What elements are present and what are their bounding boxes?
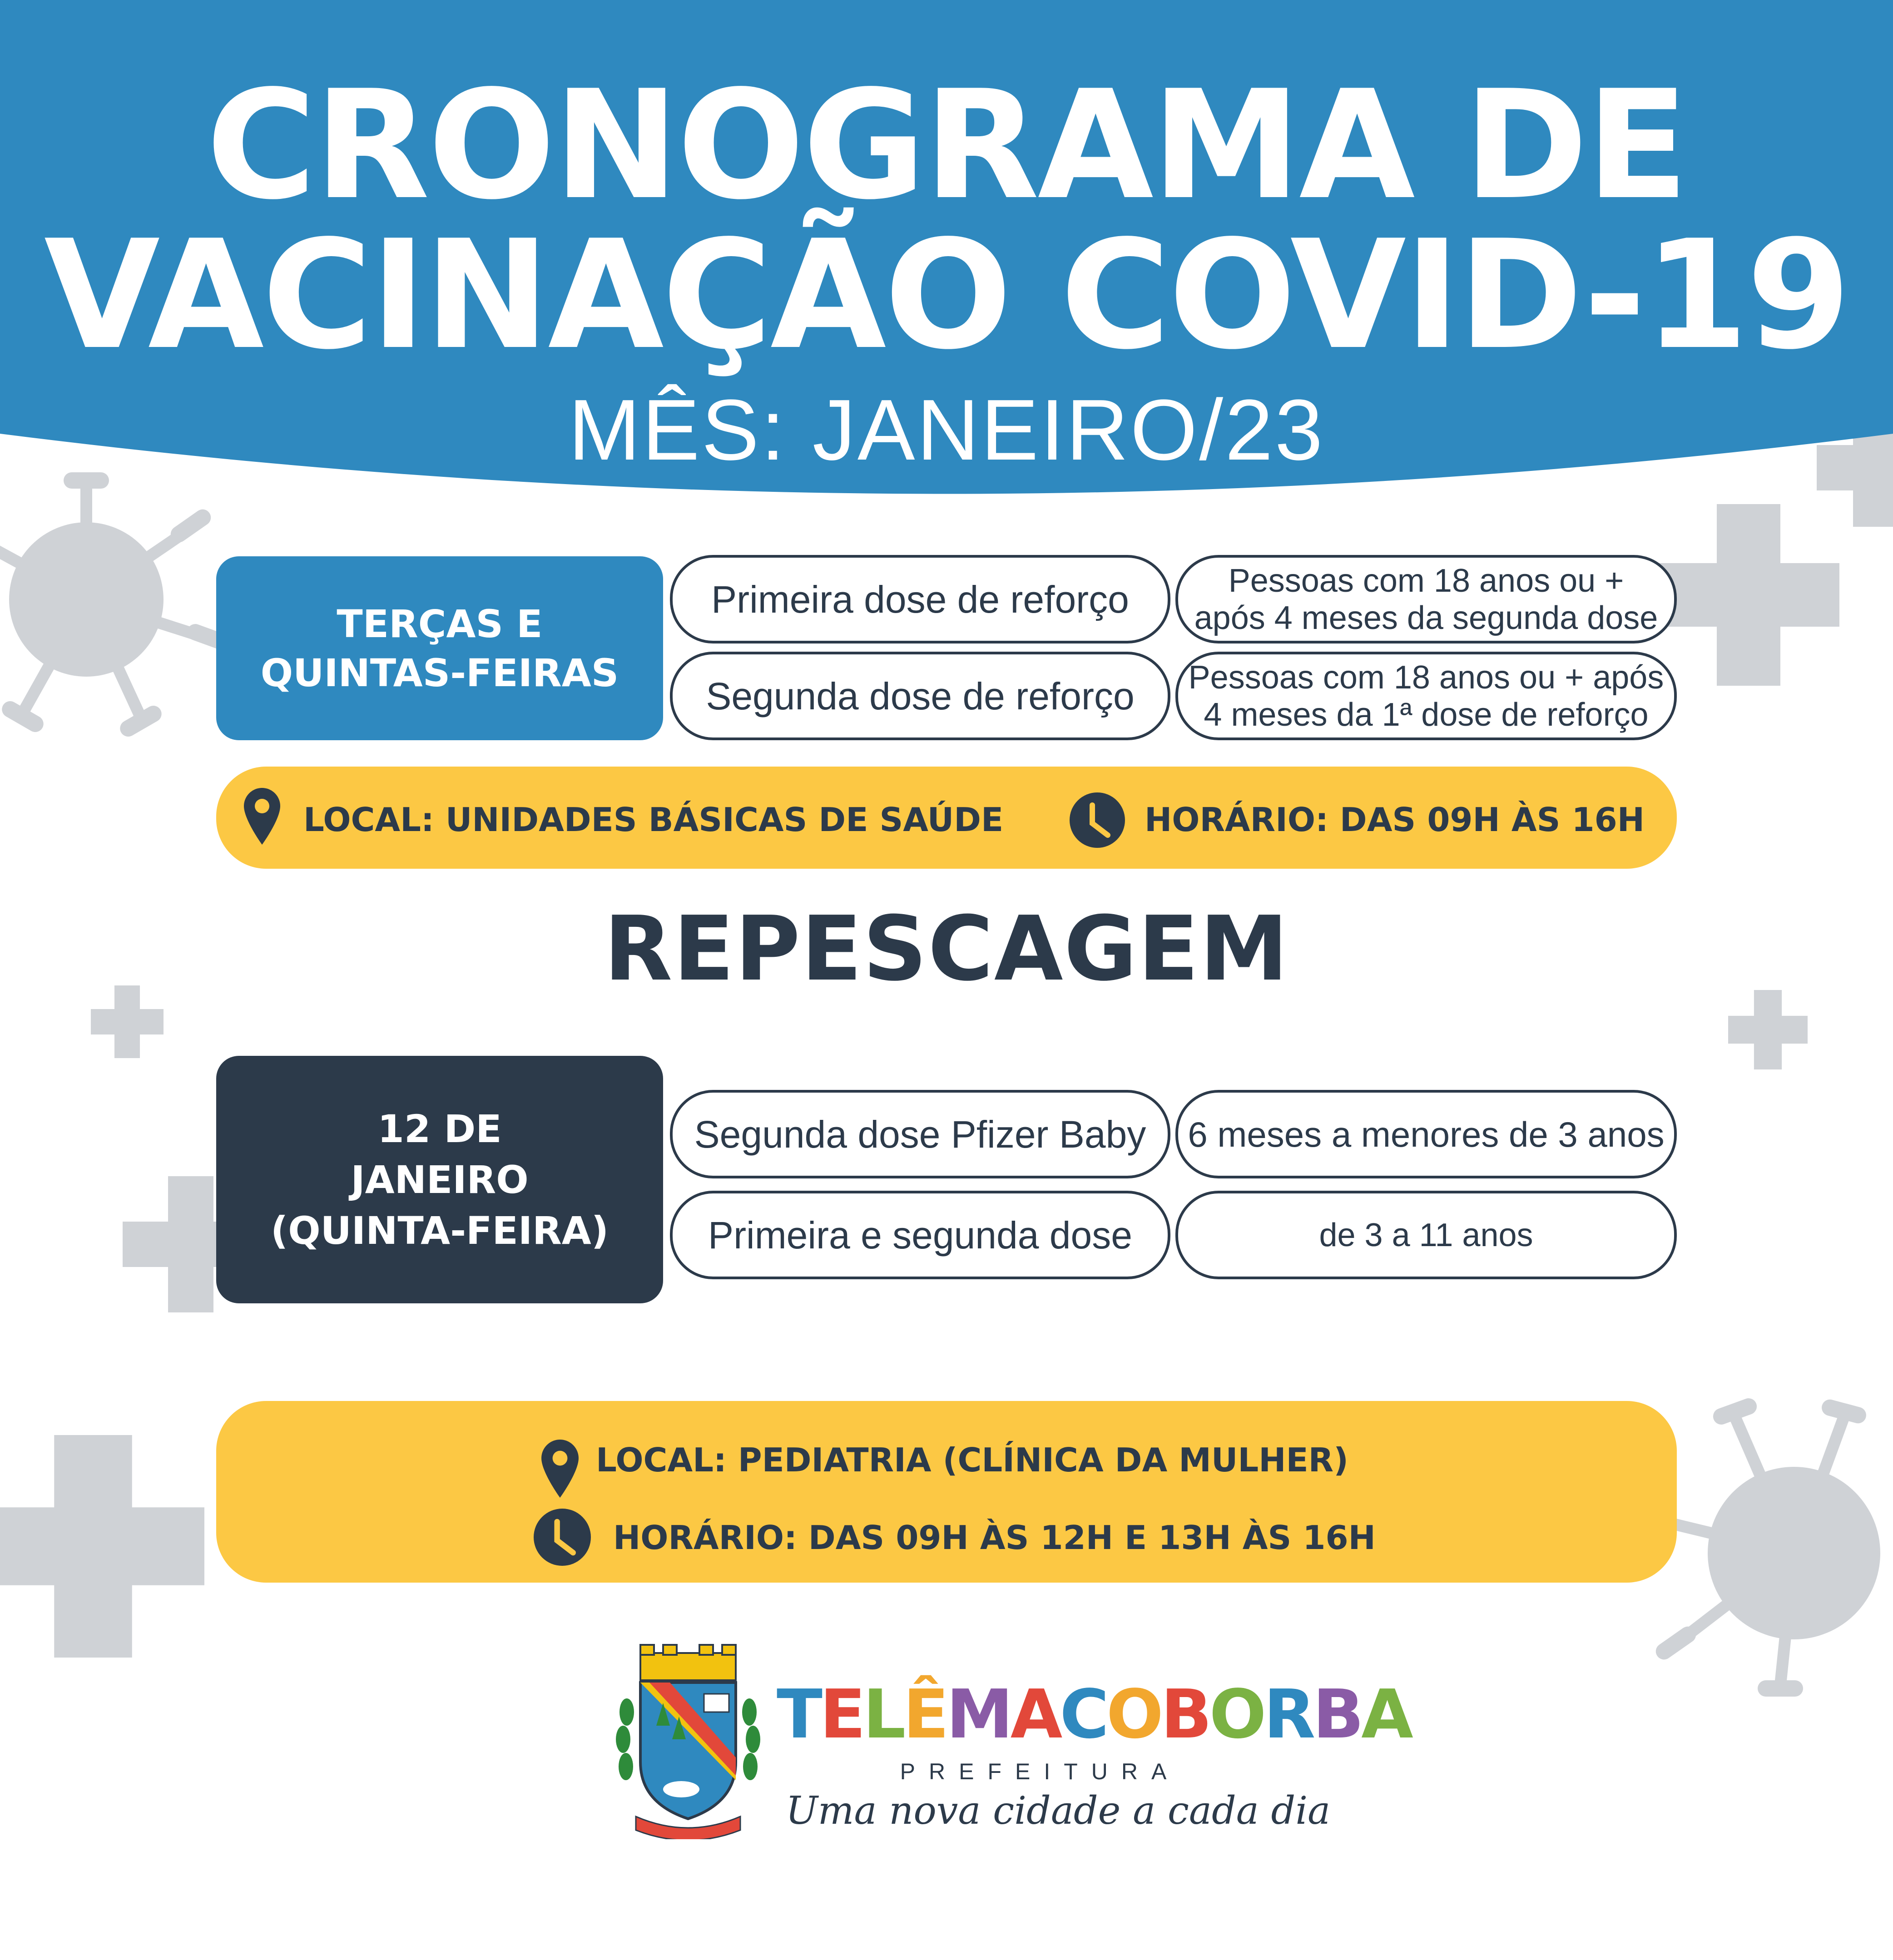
location-text: LOCAL: UNIDADES BÁSICAS DE SAÚDE	[303, 801, 1004, 839]
schedule-day-line2: QUINTAS-FEIRAS	[260, 650, 619, 695]
schedule-day-line1: TERÇAS E	[337, 601, 543, 646]
brand-letter: L	[863, 1675, 903, 1753]
brand-letter: A	[1010, 1675, 1060, 1753]
clock-icon	[534, 1509, 591, 1566]
page-title-line2: VACINAÇÃO COVID-19	[44, 208, 1849, 382]
schedule-hours-text: HORÁRIO: DAS 09H ÀS 12H E 13H ÀS 16H	[613, 1519, 1376, 1557]
audience-line2: 4 meses da 1ª dose de reforço	[1204, 696, 1649, 733]
brand-letter: B	[1313, 1675, 1362, 1753]
location-text: LOCAL: PEDIATRIA (CLÍNICA DA MULHER)	[596, 1441, 1349, 1479]
page-subtitle: MÊS: JANEIRO/23	[568, 382, 1325, 478]
location-pin-icon	[244, 788, 280, 845]
dose-pill-3	[670, 1090, 1170, 1178]
virus-decoration-bottom-right	[1644, 1390, 1893, 1698]
audience-line1: Pessoas com 18 anos ou + após	[1188, 659, 1664, 696]
dose-label: Segunda dose Pfizer Baby	[694, 1113, 1146, 1156]
audience-line1: Pessoas com 18 anos ou +	[1228, 562, 1624, 599]
plus-decoration-bottom-left	[0, 1435, 204, 1658]
audience-pill-4	[1175, 1191, 1677, 1279]
dose-label: Segunda dose de reforço	[706, 674, 1135, 718]
brand-letter: O	[1106, 1675, 1161, 1753]
plus-decoration-small-right	[1728, 990, 1808, 1069]
page-title-line1: CRONOGRAMA DE	[206, 58, 1687, 233]
dose-pill-4	[670, 1191, 1170, 1279]
brand-letter: O	[1209, 1675, 1264, 1753]
brand-letter: E	[819, 1675, 863, 1753]
dose-pill-1	[670, 555, 1170, 643]
dose-label: Primeira e segunda dose	[708, 1213, 1132, 1257]
brand-letter: Ê	[903, 1675, 946, 1753]
dose-pill-2	[670, 652, 1170, 740]
brand-letter: M	[946, 1675, 1011, 1753]
brand-wordmark	[777, 1675, 1411, 1753]
brand-subtitle: PREFEITURA	[900, 1759, 1180, 1784]
brand-letter: T	[777, 1675, 820, 1753]
clock-icon	[1070, 792, 1125, 848]
brand-letter: R	[1264, 1675, 1313, 1753]
schedule-day-line1: 12 DE	[377, 1106, 502, 1151]
schedule-day-line2: JANEIRO	[351, 1157, 529, 1202]
audience-pill-1	[1175, 555, 1677, 643]
dose-label: Primeira dose de reforço	[711, 578, 1129, 621]
brand-slogan: Uma nova cidade a cada dia	[786, 1788, 1331, 1833]
schedule-day-box-weekdays	[216, 556, 663, 740]
audience-label: de 3 a 11 anos	[1319, 1217, 1533, 1253]
brand-letter: B	[1160, 1675, 1209, 1753]
audience-line2: após 4 meses da segunda dose	[1194, 599, 1658, 636]
brand-letter: C	[1060, 1675, 1106, 1753]
plus-decoration-top-right	[1658, 504, 1839, 686]
municipal-crest-icon	[613, 1644, 763, 1839]
brand-letter: A	[1361, 1675, 1411, 1753]
footer-logo	[613, 1644, 1411, 1844]
audience-pill-2	[1175, 652, 1677, 740]
location-pin-icon	[541, 1440, 579, 1498]
audience-label: 6 meses a menores de 3 anos	[1188, 1114, 1665, 1154]
schedule-hours-text: HORÁRIO: DAS 09H ÀS 16H	[1145, 801, 1645, 839]
audience-pill-3	[1175, 1090, 1677, 1178]
schedule-day-line3: (QUINTA-FEIRA)	[270, 1208, 609, 1253]
section-heading-repescagem: REPESCAGEM	[604, 897, 1289, 1001]
schedule-day-box-date	[216, 1056, 663, 1303]
